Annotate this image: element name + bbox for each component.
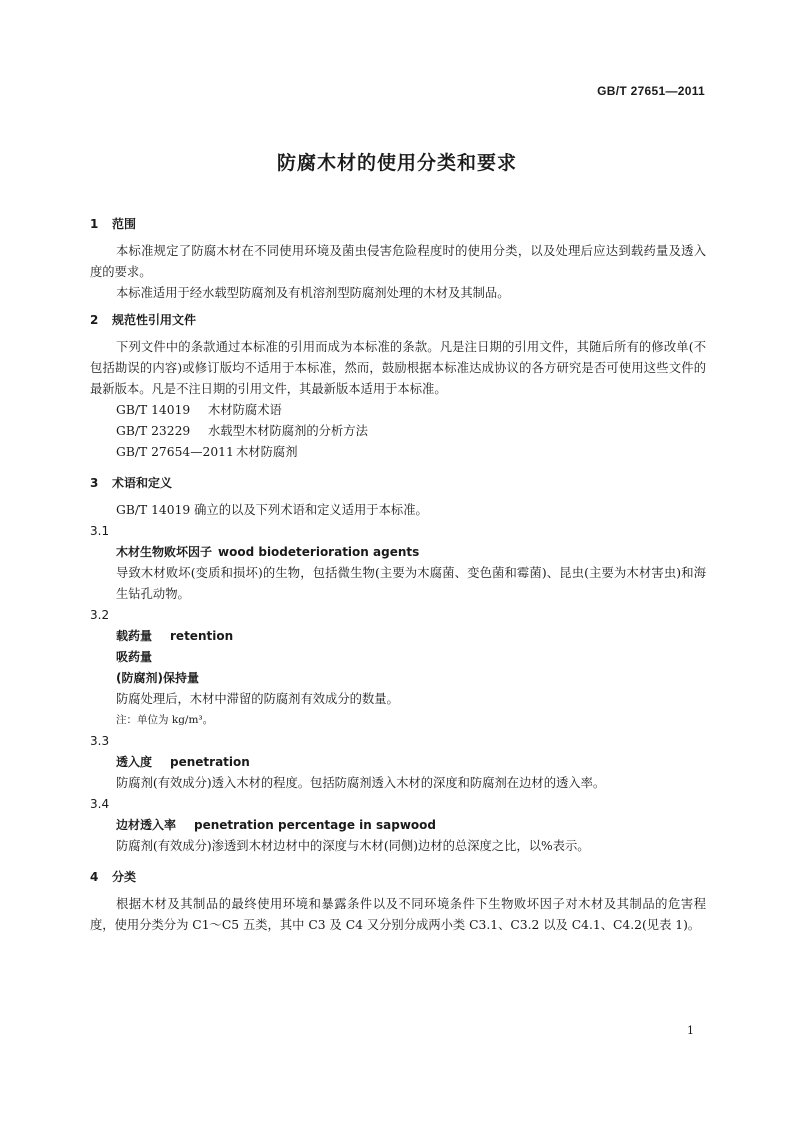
clause-number: 3.4: [90, 797, 110, 811]
term-entry: [90, 752, 706, 773]
paragraph: GB/T 14019 确立的以及下列术语和定义适用于本标准。: [116, 503, 428, 517]
section-title: 规范性引用文件: [112, 313, 197, 327]
section-number: 4: [90, 870, 99, 884]
reference-title: 木材防腐剂: [236, 445, 298, 459]
term-definition: 防腐剂(有效成分)渗透到木材边材中的深度与木材(同侧)边材的总深度之比，以%表示。: [116, 839, 590, 853]
clause-number: 3.3: [90, 734, 110, 748]
section-heading-1: [90, 214, 706, 235]
section-heading-4: [90, 867, 706, 888]
term-english: retention: [170, 629, 234, 643]
reference-title: 水载型木材防腐剂的分析方法: [208, 424, 368, 438]
term-definition: 防腐处理后，木材中滞留的防腐剂有效成分的数量。: [116, 692, 399, 706]
term-entry: [90, 815, 706, 836]
reference-item: [90, 400, 706, 421]
term-chinese: 载药量: [116, 629, 153, 643]
reference-code: GB/T 23229: [116, 424, 191, 438]
section-title: 范围: [112, 217, 137, 231]
term-chinese: 木材生物败坏因子: [116, 545, 213, 559]
term-chinese: 透入度: [116, 755, 153, 769]
reference-title: 木材防腐术语: [208, 403, 282, 417]
document-title: 防腐木材的使用分类和要求: [276, 152, 517, 174]
reference-item: [90, 421, 706, 442]
term-note: 注：单位为 kg/m³。: [116, 714, 214, 726]
standard-code: GB/T 27651—2011: [597, 84, 705, 98]
term-definition: 导致木材败坏(变质和损坏)的生物，包括微生物(主要为木腐菌、变色菌和霉菌)、昆虫(主要为木材害虫)和海生钻孔动物。: [116, 566, 706, 601]
page-number: 1: [687, 1024, 694, 1037]
term-english: penetration percentage in sapwood: [194, 818, 437, 832]
clause-number: 3.2: [90, 608, 110, 622]
document-body: [90, 214, 706, 936]
term-english: penetration: [170, 755, 250, 769]
section-number: 2: [90, 313, 99, 327]
reference-code: GB/T 14019: [116, 403, 191, 417]
section-heading-3: [90, 473, 706, 494]
paragraph: 下列文件中的条款通过本标准的引用而成为本标准的条款。凡是注日期的引用文件，其随后所有的修改单(不包括勘误的内容)或修订版均不适用于本标准，然而，鼓励根据本标准达成协议的各方研究是否可使用这些文件的最新版本。凡是不注日期的引用文件，其最新版本适用于本标准。: [90, 340, 706, 396]
term-english: wood biodeterioration agents: [218, 545, 420, 559]
section-number: 1: [90, 217, 99, 231]
section-heading-2: [90, 310, 706, 331]
clause-number: 3.1: [90, 524, 110, 538]
term-synonym: (防腐剂)保持量: [116, 671, 199, 685]
paragraph: 本标准适用于经水载型防腐剂及有机溶剂型防腐剂处理的木材及其制品。: [116, 286, 510, 300]
section-number: 3: [90, 476, 99, 490]
reference-code: GB/T 27654—2011: [116, 445, 234, 459]
term-entry: [90, 542, 706, 563]
section-title: 术语和定义: [112, 476, 173, 490]
term-entry: [90, 626, 706, 647]
reference-item: [90, 442, 706, 463]
term-synonym: 吸药量: [116, 650, 153, 664]
section-title: 分类: [112, 870, 137, 884]
term-chinese: 边材透入率: [116, 818, 177, 832]
paragraph: 本标准规定了防腐木材在不同使用环境及菌虫侵害危险程度时的使用分类，以及处理后应达到载药量及透入度的要求。: [90, 244, 706, 279]
paragraph: 根据木材及其制品的最终使用环境和暴露条件以及不同环境条件下生物败坏因子对木材及其制品的危害程度，使用分类分为 C1～C5 五类，其中 C3 及 C4 又分别分成两小类 C3.1、C3.2 以及 C4.1、C4.2(见表 1)。: [90, 897, 706, 932]
term-definition: 防腐剂(有效成分)透入木材的程度。包括防腐剂透入木材的深度和防腐剂在边材的透入率。: [116, 776, 606, 790]
